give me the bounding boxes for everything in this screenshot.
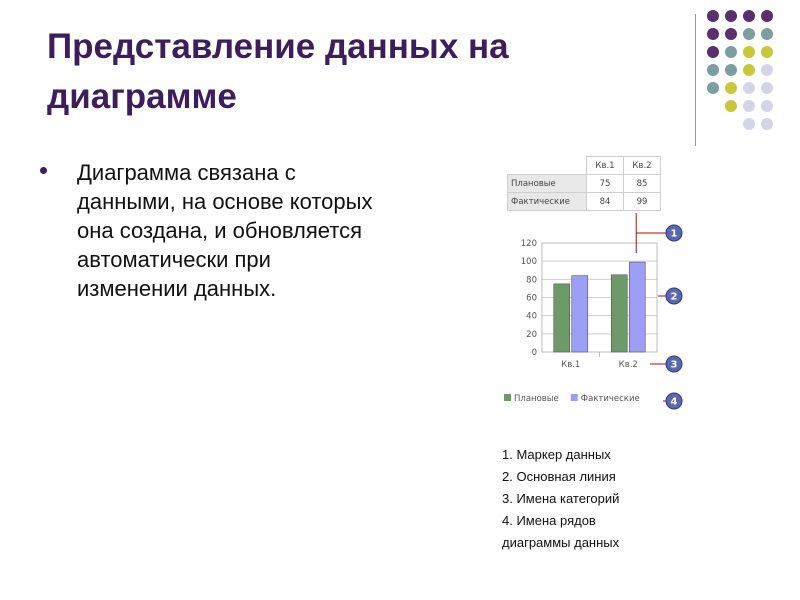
bar-chart [500,150,700,420]
callout-number: 1 [670,228,678,240]
bar [554,284,570,352]
decorative-dot [707,28,719,40]
callout-number: 2 [670,291,678,303]
decorative-dot [725,100,737,112]
legend-entry: Фактические [580,394,640,404]
y-tick-label: 100 [520,257,537,268]
decorative-dot [761,10,773,22]
bar [572,276,588,352]
callout-note: 4. Имена рядов [502,513,596,528]
decorative-divider [695,14,696,146]
bar [611,275,627,352]
bar [629,262,645,352]
callout-number: 4 [670,396,678,408]
callout-note: 1. Маркер данных [502,447,611,462]
decorative-dot [761,64,773,76]
callout-note: 3. Имена категорий [502,491,620,506]
x-category-label: Кв.2 [618,360,638,370]
table-row-label: Плановые [508,175,587,193]
callout-legend [502,444,619,554]
decorative-dot [761,46,773,58]
decorative-dot [761,118,773,130]
decorative-dot [725,28,737,40]
decorative-dot [743,82,755,94]
title-line-1: Представление данных на [47,27,509,66]
table-cell: 99 [624,193,661,211]
callout-note: 2. Основная линия [502,469,616,484]
decorative-dot [725,10,737,22]
x-category-label: Кв.1 [561,360,581,370]
y-tick-label: 60 [526,293,537,304]
callout-note: диаграммы данных [502,535,620,550]
decorative-dot [725,64,737,76]
table-header-cell: Кв.1 [587,157,624,175]
bullet-icon [40,167,47,174]
decorative-dot [725,46,737,58]
table-cell: 75 [587,175,624,193]
slide-title [47,22,647,122]
decorative-dot [743,118,755,130]
table-cell: 85 [624,175,661,193]
decorative-dot [761,28,773,40]
decorative-dot [707,64,719,76]
callout-number: 3 [670,359,678,371]
decorative-dot [707,10,719,22]
decorative-dot [725,82,737,94]
table-row-label: Фактические [508,193,587,211]
decorative-dot [707,82,719,94]
legend-swatch [571,394,578,401]
y-tick-label: 0 [531,348,537,358]
title-line-2: диаграмме [47,77,237,116]
decorative-dot [707,46,719,58]
table-cell: 84 [587,193,624,211]
decorative-dot [743,10,755,22]
y-tick-label: 120 [520,239,537,249]
bullet-text: Диаграмма связана с данными, на основе которых она создана, и обновляется автоматически при изменении данных. [77,160,373,301]
table-header-cell: Кв.2 [624,157,661,175]
decorative-dot [761,82,773,94]
y-tick-label: 20 [526,329,537,340]
decorative-dot [743,46,755,58]
decorative-dot [743,28,755,40]
decorative-dot [743,100,755,112]
decorative-dot [743,64,755,76]
legend-entry: Плановые [514,394,559,404]
y-tick-label: 80 [526,275,537,286]
decorative-dot [761,100,773,112]
legend-swatch [504,394,511,401]
y-tick-label: 40 [526,311,537,322]
chart-figure [500,150,700,420]
